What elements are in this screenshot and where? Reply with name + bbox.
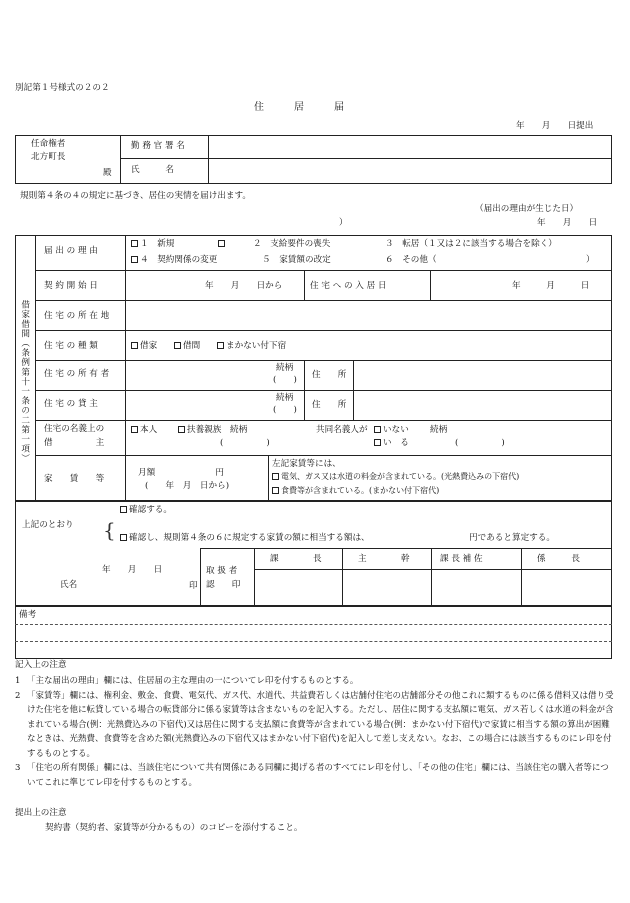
owner-relation-label: 続柄 xyxy=(276,363,294,373)
reason-text: ４ 契約関係の変更 xyxy=(140,255,218,265)
note-text: 「主な届出の理由」欄には、住居届の主な理由の一についてレ印を付するものとする。 xyxy=(27,676,359,686)
co-text: いない xyxy=(383,425,409,435)
note-text: 「家賃等」欄には、権利金、敷金、食費、電気代、ガス代、水道代、共益費若しくは店舗付住宅の店舗部分その他これに類するものに係る借料又は借り受けた住宅を他に転貸している場合の転貸部分に係る家賃等は含まないものを記入する。ただし、居住に関する支払額に電気、ガス若しくは水道の料金が含まれている場合(例：光熱費込みの下宿代)又は居住に関する支払額に食費等が含まれている場合(例：まかない付下宿代)で家賃に相当する額の算出が困難なときは、光熱費、食費等を含めた額(光熱費込みの下宿代又はまかない付下宿代)を記入して差し支えない。なお、この場合には該当するものにレ印を付するものとする。 xyxy=(27,690,614,759)
movein-label: 住 宅 へ の 入 居 日 xyxy=(310,281,387,291)
office-field[interactable] xyxy=(210,137,610,157)
rent-note-text: 食費等が含まれている。(まかない付下宿代) xyxy=(281,486,440,495)
lender-label: 住 宅 の 貸 主 xyxy=(44,399,98,409)
form-code: 別記第１号様式の２の２ xyxy=(15,83,110,93)
checkbox[interactable] xyxy=(218,240,225,247)
col-kacho-hosa: 課 長 補 佐 xyxy=(440,554,483,564)
checkbox[interactable] xyxy=(131,240,138,247)
kind-option-geshuku[interactable] xyxy=(217,341,286,352)
office-label: 勤 務 官 署 名 xyxy=(131,141,185,151)
nominee-dependent[interactable] xyxy=(178,425,247,436)
rent-monthly[interactable]: 月額 円 xyxy=(138,468,224,478)
checkbox[interactable] xyxy=(131,342,138,349)
submit-notes-title: 提出上の注意 xyxy=(15,808,67,818)
confirm-text: 確認する。 xyxy=(129,505,172,515)
side-label: 借家借間（条例第十一条の二第一項） xyxy=(19,300,30,464)
lender-address-label: 住 所 xyxy=(312,400,347,410)
kind-text: 借間 xyxy=(183,341,201,351)
confirm-opt-2[interactable] xyxy=(120,533,370,544)
reason-option-6-close: ） xyxy=(586,255,595,265)
submit-date: 年 月 日提出 xyxy=(516,121,594,131)
submit-notes-text: 契約書（契約者、家賃等が分かるもの）のコピーを添付すること。 xyxy=(45,823,303,833)
nominee-text: 本人 xyxy=(140,425,158,435)
checkbox[interactable] xyxy=(217,342,224,349)
contract-date[interactable]: 年 月 日から xyxy=(205,281,283,291)
checkbox[interactable] xyxy=(174,342,181,349)
kind-option-shakuya[interactable] xyxy=(131,341,157,352)
co-none-relation-label: 続柄 xyxy=(430,425,448,435)
owner-label: 住 宅 の 所 有 者 xyxy=(44,369,110,379)
note-item xyxy=(15,761,615,790)
authority-label: 任命権者 xyxy=(31,139,66,149)
rent-note-head: 左記家賃等には、 xyxy=(272,459,341,469)
co-none[interactable] xyxy=(374,425,409,436)
brace: { xyxy=(103,518,116,542)
page-title: 住 居 届 xyxy=(254,102,344,113)
note-number: 2 xyxy=(15,690,21,701)
confirm-opt-1[interactable] xyxy=(120,505,172,516)
contract-label: 契 約 開 始 日 xyxy=(44,281,98,291)
notes-title: 記入上の注意 xyxy=(15,660,67,670)
name-label: 氏 名 xyxy=(131,165,174,175)
confirm-date[interactable]: 年 月 日 xyxy=(102,565,163,575)
kind-option-shakuma[interactable] xyxy=(174,341,200,352)
owner-relation-field[interactable]: ( ) xyxy=(273,375,297,385)
owner-address-label: 住 所 xyxy=(312,370,347,380)
kind-label: 住 宅 の 種 類 xyxy=(44,341,98,351)
nominee-label-2: 借 主 xyxy=(44,438,105,448)
checkbox[interactable] xyxy=(374,439,381,446)
reason-option-5: ５ 家賃額の改定 xyxy=(262,255,331,265)
location-field[interactable] xyxy=(128,302,610,328)
checkbox[interactable] xyxy=(120,534,127,541)
checkbox[interactable] xyxy=(131,426,138,433)
reason-date: 年 月 日 xyxy=(537,218,598,228)
nominee-label-1: 住宅の名義上の xyxy=(44,424,105,434)
checkbox[interactable] xyxy=(120,506,127,513)
note-number: 3 xyxy=(15,763,21,773)
confirm-name-label: 氏名 xyxy=(60,580,78,590)
reason-text: ２ 支給要件の喪失 xyxy=(253,239,331,249)
note-item xyxy=(15,674,615,689)
lender-relation-field[interactable]: ( ) xyxy=(273,405,297,415)
co-nominee-label: 共同名義人が xyxy=(316,425,368,435)
note-item xyxy=(15,689,615,762)
movein-date[interactable]: 年 月 日 xyxy=(512,281,590,291)
col-shukan: 主 幹 xyxy=(358,554,410,564)
nominee-relation-field[interactable]: ( ) xyxy=(220,438,270,448)
handler-label-2: 認 印 xyxy=(206,580,241,590)
checkbox[interactable] xyxy=(272,487,279,494)
reason-option-2[interactable] xyxy=(218,239,330,250)
as-above-label: 上記のとおり xyxy=(22,520,74,530)
co-relation-field[interactable]: ( ) xyxy=(455,438,505,448)
kind-text: 借家 xyxy=(140,341,158,351)
confirm-text: 確認し、規則第４条の６に規定する家賃の額に相当する額は、 xyxy=(129,533,370,543)
rent-note-text: 電気、ガス又は水道の料金が含まれている。(光熱費込みの下宿代) xyxy=(281,472,520,481)
nominee-self[interactable] xyxy=(131,425,157,436)
confirm-seal: 印 xyxy=(189,581,198,591)
col-kakari-cho: 係 長 xyxy=(537,554,580,564)
reason-date-paren: ） xyxy=(339,218,348,228)
owner-address-field[interactable] xyxy=(356,362,610,388)
checkbox[interactable] xyxy=(178,426,185,433)
dono: 殿 xyxy=(103,168,112,178)
rent-label: 家 賃 等 xyxy=(44,474,105,484)
reason-option-1[interactable] xyxy=(131,239,174,250)
nominee-text: 扶養親族 続柄 xyxy=(187,425,248,435)
reason-date-label: （届出の理由が生じた日） xyxy=(475,204,579,214)
handler-label-1: 取 扱 者 xyxy=(206,566,238,576)
remarks-box[interactable] xyxy=(15,606,612,659)
reason-text: １ 新規 xyxy=(140,239,175,249)
rent-note-meals[interactable] xyxy=(272,486,439,496)
col-kacho: 課 長 xyxy=(270,554,322,564)
rent-from[interactable]: ( 年 月 日から) xyxy=(145,481,230,491)
rent-note-utilities[interactable] xyxy=(272,472,519,482)
kind-text: まかない付下宿 xyxy=(226,341,287,351)
checkbox[interactable] xyxy=(374,426,381,433)
reason-label: 届 出 の 理 由 xyxy=(44,246,98,256)
remarks-label: 備考 xyxy=(19,610,37,620)
note-text: 「住宅の所有関係」欄には、当該住宅について共有関係にある同欄に掲げる者のすべてにレ印を付し、「その他の住宅」欄には、当該住宅の購入者等についてこれに準じてレ印を付するものとする。 xyxy=(27,763,609,788)
note-number: 1 xyxy=(15,676,21,686)
confirm-opt-2-tail: 円であると算定する。 xyxy=(469,533,555,543)
checkbox[interactable] xyxy=(272,473,279,480)
co-text: い る xyxy=(383,438,409,448)
reason-option-3: ３ 転居（１又は２に該当する場合を除く） xyxy=(385,239,557,249)
lender-relation-label: 続柄 xyxy=(276,393,294,403)
intro-text: 規則第４条の４の規定に基づき、居住の実情を届け出ます。 xyxy=(20,191,252,201)
name-field[interactable] xyxy=(210,160,610,182)
lender-address-field[interactable] xyxy=(356,392,610,418)
authority-name: 北方町長 xyxy=(31,152,66,162)
reason-option-6: ６ その他（ xyxy=(385,255,437,265)
location-label: 住 宅 の 所 在 地 xyxy=(44,311,110,321)
co-exists[interactable] xyxy=(374,438,409,449)
checkbox[interactable] xyxy=(131,256,138,263)
notes-list xyxy=(15,674,615,790)
reason-option-4[interactable] xyxy=(131,255,217,266)
